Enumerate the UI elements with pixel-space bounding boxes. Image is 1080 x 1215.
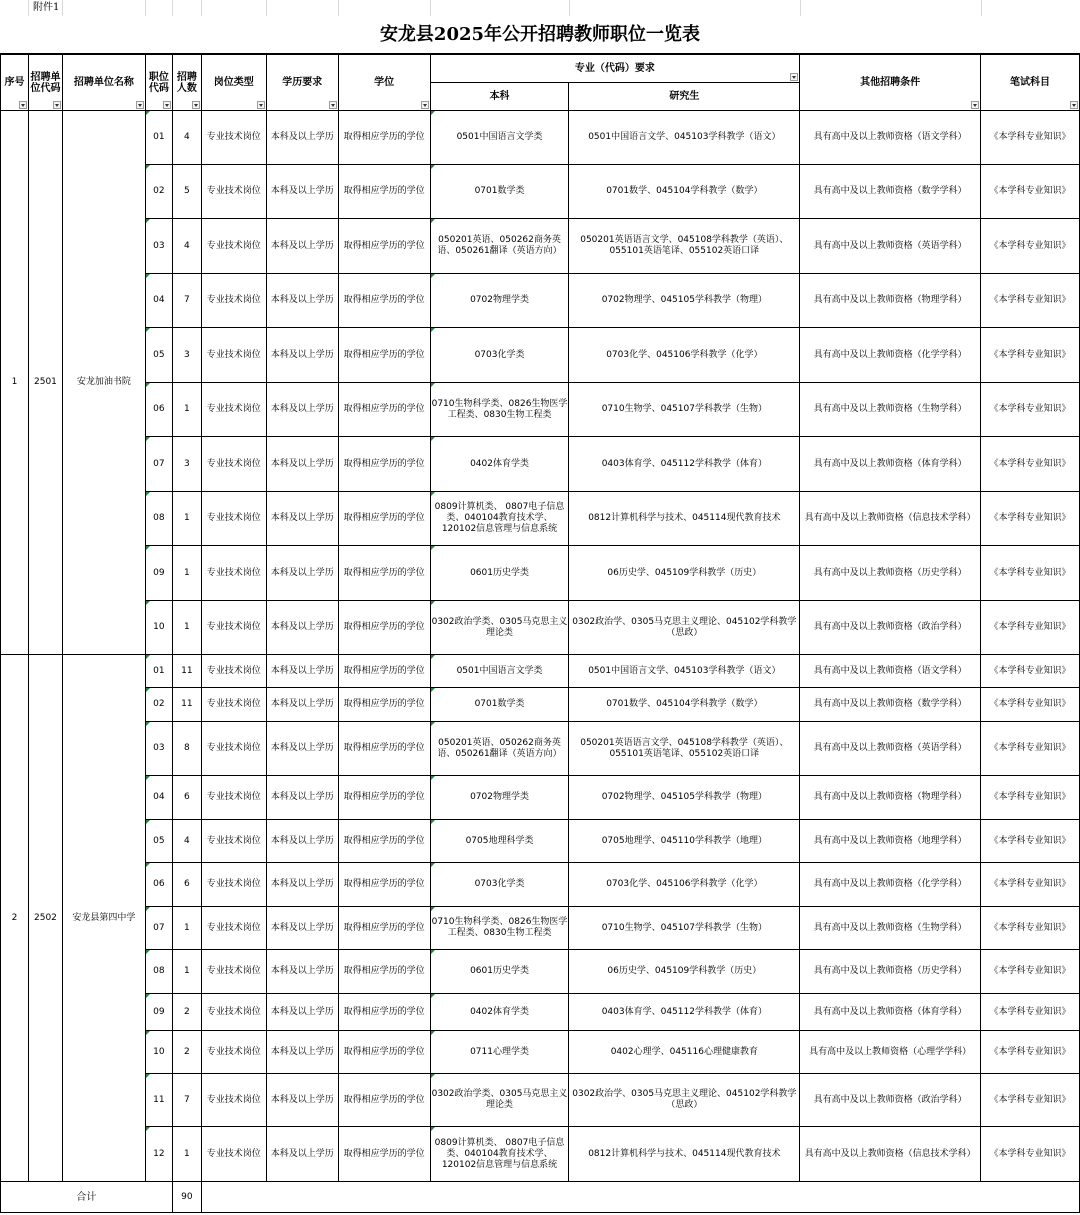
exam-subject-cell[interactable]: 《本学科专业知识》 (981, 688, 1080, 722)
table-row (1, 688, 1080, 722)
graduate-major-cell[interactable]: 0702物理学、045105学科教学（物理） (569, 776, 800, 820)
education-cell[interactable]: 本科及以上学历 (266, 546, 338, 601)
position-type-cell[interactable]: 专业技术岗位 (201, 950, 266, 994)
count-cell[interactable]: 5 (172, 165, 201, 219)
education-cell[interactable]: 本科及以上学历 (266, 437, 338, 492)
other-conditions-cell[interactable]: 具有高中及以上教师资格（语文学科） (800, 655, 981, 688)
position-type-cell[interactable]: 专业技术岗位 (201, 219, 266, 274)
other-conditions-cell[interactable]: 具有高中及以上教师资格（物理学科） (800, 776, 981, 820)
position-code-cell[interactable]: 10 (145, 1031, 172, 1074)
header-position-code[interactable]: 职位代码 (145, 55, 172, 111)
header-seq[interactable]: 序号 (1, 55, 29, 111)
filter-dropdown-icon[interactable] (790, 73, 798, 81)
table-row (1, 492, 1080, 546)
degree-cell[interactable]: 取得相应学历的学位 (338, 383, 430, 437)
unit-code-cell[interactable]: 2501 (28, 111, 62, 655)
position-type-cell[interactable]: 专业技术岗位 (201, 1031, 266, 1074)
graduate-major-cell[interactable]: 0402心理学、045116心理健康教育 (569, 1031, 800, 1074)
degree-cell[interactable]: 取得相应学历的学位 (338, 1031, 430, 1074)
position-type-cell[interactable]: 专业技术岗位 (201, 907, 266, 950)
position-type-cell[interactable]: 专业技术岗位 (201, 111, 266, 165)
bachelor-major-cell[interactable]: 0705地理科学类 (430, 820, 569, 863)
position-type-cell[interactable]: 专业技术岗位 (201, 601, 266, 655)
degree-cell[interactable]: 取得相应学历的学位 (338, 328, 430, 383)
position-code-cell[interactable]: 04 (145, 274, 172, 328)
total-row (1, 1182, 1080, 1213)
table-row (1, 994, 1080, 1031)
exam-subject-cell[interactable]: 《本学科专业知识》 (981, 111, 1080, 165)
filter-dropdown-icon[interactable] (421, 101, 429, 109)
degree-cell[interactable]: 取得相应学历的学位 (338, 655, 430, 688)
position-code-cell[interactable]: 01 (145, 111, 172, 165)
position-code-cell[interactable]: 07 (145, 437, 172, 492)
position-code-cell[interactable]: 11 (145, 1074, 172, 1127)
position-type-cell[interactable]: 专业技术岗位 (201, 722, 266, 776)
bachelor-major-cell[interactable]: 0702物理学类 (430, 776, 569, 820)
header-count[interactable]: 招聘人数 (172, 55, 201, 111)
exam-subject-cell[interactable]: 《本学科专业知识》 (981, 1031, 1080, 1074)
degree-cell[interactable]: 取得相应学历的学位 (338, 437, 430, 492)
exam-subject-cell[interactable]: 《本学科专业知识》 (981, 863, 1080, 907)
graduate-major-cell[interactable]: 0812计算机科学与技术、045114现代教育技术 (569, 492, 800, 546)
position-code-cell[interactable]: 02 (145, 688, 172, 722)
exam-subject-cell[interactable]: 《本学科专业知识》 (981, 328, 1080, 383)
count-cell[interactable]: 4 (172, 111, 201, 165)
other-conditions-cell[interactable]: 具有高中及以上教师资格（体育学科） (800, 437, 981, 492)
table-row (1, 722, 1080, 776)
count-cell[interactable]: 1 (172, 1127, 201, 1182)
other-conditions-cell[interactable]: 具有高中及以上教师资格（信息技术学科） (800, 492, 981, 546)
position-code-cell[interactable]: 05 (145, 328, 172, 383)
count-cell[interactable]: 7 (172, 274, 201, 328)
graduate-major-cell[interactable]: 0403体育学、045112学科教学（体育） (569, 437, 800, 492)
total-label[interactable]: 合计 (1, 1182, 173, 1213)
position-code-cell[interactable]: 03 (145, 722, 172, 776)
header-exam-subject[interactable]: 笔试科目 (981, 55, 1080, 111)
position-type-cell[interactable]: 专业技术岗位 (201, 776, 266, 820)
degree-cell[interactable]: 取得相应学历的学位 (338, 492, 430, 546)
position-code-cell[interactable]: 03 (145, 219, 172, 274)
header-other-conditions[interactable]: 其他招聘条件 (800, 55, 981, 111)
count-cell[interactable]: 1 (172, 601, 201, 655)
exam-subject-cell[interactable]: 《本学科专业知识》 (981, 907, 1080, 950)
graduate-major-cell[interactable]: 0302政治学、0305马克思主义理论、045102学科教学（思政） (569, 1074, 800, 1127)
bachelor-major-cell[interactable]: 0809计算机类、 0807电子信息类、040104教育技术学、120102信息管理与信息系统 (430, 492, 569, 546)
graduate-major-cell[interactable]: 06历史学、045109学科教学（历史） (569, 950, 800, 994)
position-code-cell[interactable]: 02 (145, 165, 172, 219)
table-row (1, 1031, 1080, 1074)
exam-subject-cell[interactable]: 《本学科专业知识》 (981, 274, 1080, 328)
position-type-cell[interactable]: 专业技术岗位 (201, 1074, 266, 1127)
bachelor-major-cell[interactable]: 0711心理学类 (430, 1031, 569, 1074)
other-conditions-cell[interactable]: 具有高中及以上教师资格（政治学科） (800, 1074, 981, 1127)
header-major-group[interactable]: 专业（代码）要求 (430, 55, 800, 83)
education-cell[interactable]: 本科及以上学历 (266, 863, 338, 907)
education-cell[interactable]: 本科及以上学历 (266, 820, 338, 863)
degree-cell[interactable]: 取得相应学历的学位 (338, 776, 430, 820)
position-code-cell[interactable]: 09 (145, 546, 172, 601)
other-conditions-cell[interactable]: 具有高中及以上教师资格（英语学科） (800, 219, 981, 274)
position-code-cell[interactable]: 01 (145, 655, 172, 688)
position-type-cell[interactable]: 专业技术岗位 (201, 328, 266, 383)
table-row (1, 328, 1080, 383)
count-cell[interactable]: 1 (172, 546, 201, 601)
other-conditions-cell[interactable]: 具有高中及以上教师资格（历史学科） (800, 950, 981, 994)
degree-cell[interactable]: 取得相应学历的学位 (338, 863, 430, 907)
degree-cell[interactable]: 取得相应学历的学位 (338, 274, 430, 328)
table-row (1, 546, 1080, 601)
count-cell[interactable]: 1 (172, 907, 201, 950)
seq-cell[interactable]: 1 (1, 111, 29, 655)
education-cell[interactable]: 本科及以上学历 (266, 722, 338, 776)
table-row (1, 1074, 1080, 1127)
header-education[interactable]: 学历要求 (266, 55, 338, 111)
bachelor-major-cell[interactable]: 0701数学类 (430, 165, 569, 219)
exam-subject-cell[interactable]: 《本学科专业知识》 (981, 950, 1080, 994)
exam-subject-cell[interactable]: 《本学科专业知识》 (981, 492, 1080, 546)
graduate-major-cell[interactable]: 0812计算机科学与技术、045114现代教育技术 (569, 1127, 800, 1182)
degree-cell[interactable]: 取得相应学历的学位 (338, 111, 430, 165)
bachelor-major-cell[interactable]: 0601历史学类 (430, 950, 569, 994)
education-cell[interactable]: 本科及以上学历 (266, 1127, 338, 1182)
filter-dropdown-icon[interactable] (1070, 101, 1078, 109)
education-cell[interactable]: 本科及以上学历 (266, 1031, 338, 1074)
table-row (1, 383, 1080, 437)
exam-subject-cell[interactable]: 《本学科专业知识》 (981, 1127, 1080, 1182)
unit-name-cell[interactable]: 安龙县第四中学 (62, 655, 145, 1182)
count-cell[interactable]: 1 (172, 492, 201, 546)
bachelor-major-cell[interactable]: 0809计算机类、 0807电子信息类、040104教育技术学、120102信息管理与信息系统 (430, 1127, 569, 1182)
graduate-major-cell[interactable]: 0703化学、045106学科教学（化学） (569, 863, 800, 907)
exam-subject-cell[interactable]: 《本学科专业知识》 (981, 776, 1080, 820)
education-cell[interactable]: 本科及以上学历 (266, 492, 338, 546)
position-code-cell[interactable]: 08 (145, 950, 172, 994)
degree-cell[interactable]: 取得相应学历的学位 (338, 219, 430, 274)
degree-cell[interactable]: 取得相应学历的学位 (338, 688, 430, 722)
exam-subject-cell[interactable]: 《本学科专业知识》 (981, 994, 1080, 1031)
position-type-cell[interactable]: 专业技术岗位 (201, 994, 266, 1031)
education-cell[interactable]: 本科及以上学历 (266, 601, 338, 655)
table-row (1, 111, 1080, 165)
exam-subject-cell[interactable]: 《本学科专业知识》 (981, 437, 1080, 492)
graduate-major-cell[interactable]: 0501中国语言文学、045103学科教学（语文） (569, 111, 800, 165)
bachelor-major-cell[interactable]: 0701数学类 (430, 688, 569, 722)
exam-subject-cell[interactable]: 《本学科专业知识》 (981, 546, 1080, 601)
other-conditions-cell[interactable]: 具有高中及以上教师资格（地理学科） (800, 820, 981, 863)
graduate-major-cell[interactable]: 0701数学、045104学科教学（数学） (569, 688, 800, 722)
count-cell[interactable]: 8 (172, 722, 201, 776)
header-unit-code[interactable]: 招聘单位代码 (28, 55, 62, 111)
count-cell[interactable]: 7 (172, 1074, 201, 1127)
exam-subject-cell[interactable]: 《本学科专业知识》 (981, 1074, 1080, 1127)
graduate-major-cell[interactable]: 0702物理学、045105学科教学（物理） (569, 274, 800, 328)
education-cell[interactable]: 本科及以上学历 (266, 165, 338, 219)
other-conditions-cell[interactable]: 具有高中及以上教师资格（数学学科） (800, 165, 981, 219)
filter-dropdown-icon[interactable] (163, 101, 171, 109)
education-cell[interactable]: 本科及以上学历 (266, 328, 338, 383)
sheet-title: 安龙县2025年公开招聘教师职位一览表 (0, 16, 1080, 54)
graduate-major-cell[interactable]: 06历史学、045109学科教学（历史） (569, 546, 800, 601)
exam-subject-cell[interactable]: 《本学科专业知识》 (981, 655, 1080, 688)
count-cell[interactable]: 6 (172, 776, 201, 820)
table-row (1, 274, 1080, 328)
table-row (1, 1127, 1080, 1182)
bachelor-major-cell[interactable]: 0302政治学类、0305马克思主义理论类 (430, 601, 569, 655)
bachelor-major-cell[interactable]: 0702物理学类 (430, 274, 569, 328)
exam-subject-cell[interactable]: 《本学科专业知识》 (981, 165, 1080, 219)
other-conditions-cell[interactable]: 具有高中及以上教师资格（政治学科） (800, 601, 981, 655)
exam-subject-cell[interactable]: 《本学科专业知识》 (981, 383, 1080, 437)
filter-dropdown-icon[interactable] (329, 101, 337, 109)
education-cell[interactable]: 本科及以上学历 (266, 383, 338, 437)
filter-dropdown-icon[interactable] (971, 101, 979, 109)
degree-cell[interactable]: 取得相应学历的学位 (338, 820, 430, 863)
total-count[interactable]: 90 (172, 1182, 201, 1213)
education-cell[interactable]: 本科及以上学历 (266, 655, 338, 688)
graduate-major-cell[interactable]: 050201英语语言文学、045108学科教学（英语）、055101英语笔译、055102英语口译 (569, 219, 800, 274)
other-conditions-cell[interactable]: 具有高中及以上教师资格（心理学学科） (800, 1031, 981, 1074)
degree-cell[interactable]: 取得相应学历的学位 (338, 1074, 430, 1127)
graduate-major-cell[interactable]: 0403体育学、045112学科教学（体育） (569, 994, 800, 1031)
degree-cell[interactable]: 取得相应学历的学位 (338, 1127, 430, 1182)
count-cell[interactable]: 1 (172, 383, 201, 437)
education-cell[interactable]: 本科及以上学历 (266, 111, 338, 165)
graduate-major-cell[interactable]: 0501中国语言文学、045103学科教学（语文） (569, 655, 800, 688)
other-conditions-cell[interactable]: 具有高中及以上教师资格（体育学科） (800, 994, 981, 1031)
position-code-cell[interactable]: 06 (145, 863, 172, 907)
other-conditions-cell[interactable]: 具有高中及以上教师资格（数学学科） (800, 688, 981, 722)
header-unit-name[interactable]: 招聘单位名称 (62, 55, 145, 111)
bachelor-major-cell[interactable]: 0710生物科学类、0826生物医学工程类、0830生物工程类 (430, 907, 569, 950)
unit-code-cell[interactable]: 2502 (28, 655, 62, 1182)
exam-subject-cell[interactable]: 《本学科专业知识》 (981, 820, 1080, 863)
filter-dropdown-icon[interactable] (136, 101, 144, 109)
position-type-cell[interactable]: 专业技术岗位 (201, 546, 266, 601)
education-cell[interactable]: 本科及以上学历 (266, 219, 338, 274)
other-conditions-cell[interactable]: 具有高中及以上教师资格（生物学科） (800, 383, 981, 437)
position-code-cell[interactable]: 12 (145, 1127, 172, 1182)
bachelor-major-cell[interactable]: 050201英语、050262商务英语、050261翻译（英语方向） (430, 219, 569, 274)
bachelor-major-cell[interactable]: 0402体育学类 (430, 437, 569, 492)
table-row (1, 165, 1080, 219)
education-cell[interactable]: 本科及以上学历 (266, 1074, 338, 1127)
table-row (1, 437, 1080, 492)
graduate-major-cell[interactable]: 0703化学、045106学科教学（化学） (569, 328, 800, 383)
count-cell[interactable]: 4 (172, 219, 201, 274)
position-code-cell[interactable]: 09 (145, 994, 172, 1031)
other-conditions-cell[interactable]: 具有高中及以上教师资格（生物学科） (800, 907, 981, 950)
degree-cell[interactable]: 取得相应学历的学位 (338, 546, 430, 601)
count-cell[interactable]: 3 (172, 328, 201, 383)
position-code-cell[interactable]: 04 (145, 776, 172, 820)
position-code-cell[interactable]: 08 (145, 492, 172, 546)
degree-cell[interactable]: 取得相应学历的学位 (338, 722, 430, 776)
bachelor-major-cell[interactable]: 0703化学类 (430, 863, 569, 907)
count-cell[interactable]: 11 (172, 688, 201, 722)
graduate-major-cell[interactable]: 0701数学、045104学科教学（数学） (569, 165, 800, 219)
bachelor-major-cell[interactable]: 0710生物科学类、0826生物医学工程类、0830生物工程类 (430, 383, 569, 437)
table-row (1, 655, 1080, 688)
bachelor-major-cell[interactable]: 0703化学类 (430, 328, 569, 383)
other-conditions-cell[interactable]: 具有高中及以上教师资格（化学学科） (800, 328, 981, 383)
filter-dropdown-icon[interactable] (53, 101, 61, 109)
position-type-cell[interactable]: 专业技术岗位 (201, 165, 266, 219)
position-type-cell[interactable]: 专业技术岗位 (201, 437, 266, 492)
graduate-major-cell[interactable]: 0705地理学、045110学科教学（地理） (569, 820, 800, 863)
position-type-cell[interactable]: 专业技术岗位 (201, 688, 266, 722)
table-row (1, 776, 1080, 820)
bachelor-major-cell[interactable]: 0501中国语言文学类 (430, 655, 569, 688)
other-conditions-cell[interactable]: 具有高中及以上教师资格（语文学科） (800, 111, 981, 165)
position-type-cell[interactable]: 专业技术岗位 (201, 492, 266, 546)
position-code-cell[interactable]: 07 (145, 907, 172, 950)
count-cell[interactable]: 2 (172, 1031, 201, 1074)
other-conditions-cell[interactable]: 具有高中及以上教师资格（信息技术学科） (800, 1127, 981, 1182)
position-code-cell[interactable]: 06 (145, 383, 172, 437)
position-type-cell[interactable]: 专业技术岗位 (201, 1127, 266, 1182)
count-cell[interactable]: 11 (172, 655, 201, 688)
count-cell[interactable]: 6 (172, 863, 201, 907)
unit-name-cell[interactable]: 安龙加油书院 (62, 111, 145, 655)
count-cell[interactable]: 3 (172, 437, 201, 492)
education-cell[interactable]: 本科及以上学历 (266, 950, 338, 994)
graduate-major-cell[interactable]: 0302政治学、0305马克思主义理论、045102学科教学（思政） (569, 601, 800, 655)
count-cell[interactable]: 4 (172, 820, 201, 863)
table-row (1, 863, 1080, 907)
education-cell[interactable]: 本科及以上学历 (266, 274, 338, 328)
column-header-strip (0, 0, 1080, 16)
degree-cell[interactable]: 取得相应学历的学位 (338, 994, 430, 1031)
filter-dropdown-icon[interactable] (19, 101, 27, 109)
position-type-cell[interactable]: 专业技术岗位 (201, 383, 266, 437)
filter-dropdown-icon[interactable] (192, 101, 200, 109)
graduate-major-cell[interactable]: 050201英语语言文学、045108学科教学（英语）、055101英语笔译、055102英语口译 (569, 722, 800, 776)
graduate-major-cell[interactable]: 0710生物学、045107学科教学（生物） (569, 383, 800, 437)
education-cell[interactable]: 本科及以上学历 (266, 688, 338, 722)
header-position-type[interactable]: 岗位类型 (201, 55, 266, 111)
education-cell[interactable]: 本科及以上学历 (266, 907, 338, 950)
education-cell[interactable]: 本科及以上学历 (266, 776, 338, 820)
count-cell[interactable]: 2 (172, 994, 201, 1031)
position-type-cell[interactable]: 专业技术岗位 (201, 863, 266, 907)
other-conditions-cell[interactable]: 具有高中及以上教师资格（物理学科） (800, 274, 981, 328)
table-row (1, 907, 1080, 950)
recruitment-table (0, 54, 1080, 1213)
table-row (1, 950, 1080, 994)
total-empty-cell[interactable] (201, 1182, 1079, 1213)
other-conditions-cell[interactable]: 具有高中及以上教师资格（历史学科） (800, 546, 981, 601)
education-cell[interactable]: 本科及以上学历 (266, 994, 338, 1031)
degree-cell[interactable]: 取得相应学历的学位 (338, 165, 430, 219)
degree-cell[interactable]: 取得相应学历的学位 (338, 907, 430, 950)
bachelor-major-cell[interactable]: 050201英语、050262商务英语、050261翻译（英语方向） (430, 722, 569, 776)
graduate-major-cell[interactable]: 0710生物学、045107学科教学（生物） (569, 907, 800, 950)
count-cell[interactable]: 1 (172, 950, 201, 994)
position-code-cell[interactable]: 10 (145, 601, 172, 655)
bachelor-major-cell[interactable]: 0601历史学类 (430, 546, 569, 601)
other-conditions-cell[interactable]: 具有高中及以上教师资格（化学学科） (800, 863, 981, 907)
position-type-cell[interactable]: 专业技术岗位 (201, 820, 266, 863)
header-major-graduate[interactable]: 研究生 (569, 83, 800, 111)
filter-dropdown-icon[interactable] (257, 101, 265, 109)
exam-subject-cell[interactable]: 《本学科专业知识》 (981, 722, 1080, 776)
bachelor-major-cell[interactable]: 0402体育学类 (430, 994, 569, 1031)
position-code-cell[interactable]: 05 (145, 820, 172, 863)
degree-cell[interactable]: 取得相应学历的学位 (338, 950, 430, 994)
other-conditions-cell[interactable]: 具有高中及以上教师资格（英语学科） (800, 722, 981, 776)
table-row (1, 820, 1080, 863)
degree-cell[interactable]: 取得相应学历的学位 (338, 601, 430, 655)
header-major-bachelor[interactable]: 本科 (430, 83, 569, 111)
exam-subject-cell[interactable]: 《本学科专业知识》 (981, 219, 1080, 274)
attachment-label: 附件1 (33, 2, 60, 13)
position-type-cell[interactable]: 专业技术岗位 (201, 655, 266, 688)
bachelor-major-cell[interactable]: 0302政治学类、0305马克思主义理论类 (430, 1074, 569, 1127)
bachelor-major-cell[interactable]: 0501中国语言文学类 (430, 111, 569, 165)
seq-cell[interactable]: 2 (1, 655, 29, 1182)
header-degree[interactable]: 学位 (338, 55, 430, 111)
table-row (1, 601, 1080, 655)
table-row (1, 219, 1080, 274)
exam-subject-cell[interactable]: 《本学科专业知识》 (981, 601, 1080, 655)
position-type-cell[interactable]: 专业技术岗位 (201, 274, 266, 328)
